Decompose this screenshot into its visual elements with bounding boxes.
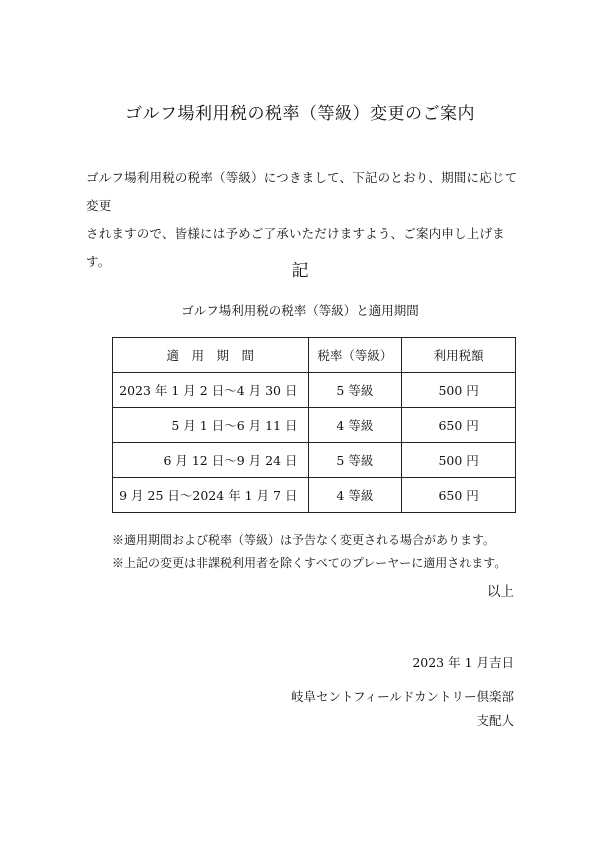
table-title: ゴルフ場利用税の税率（等級）と適用期間 bbox=[181, 303, 419, 318]
tax-cell: 500 円 bbox=[402, 373, 516, 408]
table-row bbox=[113, 478, 516, 513]
tax-cell: 650 円 bbox=[402, 408, 516, 443]
organization-name: 岐阜セントフィールドカントリー倶楽部 bbox=[290, 689, 514, 704]
signatory-role: 支配人 bbox=[476, 713, 514, 728]
tax-cell: 650 円 bbox=[402, 478, 516, 513]
tax-cell: 500 円 bbox=[402, 443, 516, 478]
header-rate: 税率（等級） bbox=[308, 338, 402, 373]
note-applies-to: ※上記の変更は非課税利用者を除くすべてのプレーヤーに適用されます。 bbox=[112, 556, 507, 570]
issue-date: 2023 年 1 月吉日 bbox=[412, 655, 514, 670]
table-row bbox=[113, 443, 516, 478]
intro-line-1: ゴルフ場利用税の税率（等級）につきまして、下記のとおり、期間に応じて変更 bbox=[86, 170, 518, 213]
rate-cell: 5 等級 bbox=[308, 443, 402, 478]
period-cell: 5 月 1 日～6 月 11 日 bbox=[113, 408, 309, 443]
document-title: ゴルフ場利用税の税率（等級）変更のご案内 bbox=[125, 104, 475, 124]
rate-cell: 4 等級 bbox=[308, 478, 402, 513]
ki-heading: 記 bbox=[291, 261, 309, 281]
header-period: 適 用 期 間 bbox=[113, 338, 309, 373]
table-header-row bbox=[113, 338, 516, 373]
period-cell: 9 月 25 日～2024 年 1 月 7 日 bbox=[113, 478, 309, 513]
closing-ijou: 以上 bbox=[487, 584, 514, 600]
intro-line-2: されますので、皆様には予めご了承いただけますよう、ご案内申し上げます。 bbox=[86, 226, 505, 269]
table-row bbox=[113, 373, 516, 408]
period-cell: 2023 年 1 月 2 日～4 月 30 日 bbox=[113, 373, 309, 408]
rate-table bbox=[112, 337, 516, 513]
rate-cell: 4 等級 bbox=[308, 408, 402, 443]
note-change-notice: ※適用期間および税率（等級）は予告なく変更される場合があります。 bbox=[112, 533, 496, 547]
header-tax: 利用税額 bbox=[402, 338, 516, 373]
rate-cell: 5 等級 bbox=[308, 373, 402, 408]
period-cell: 6 月 12 日～9 月 24 日 bbox=[113, 443, 309, 478]
table-row bbox=[113, 408, 516, 443]
